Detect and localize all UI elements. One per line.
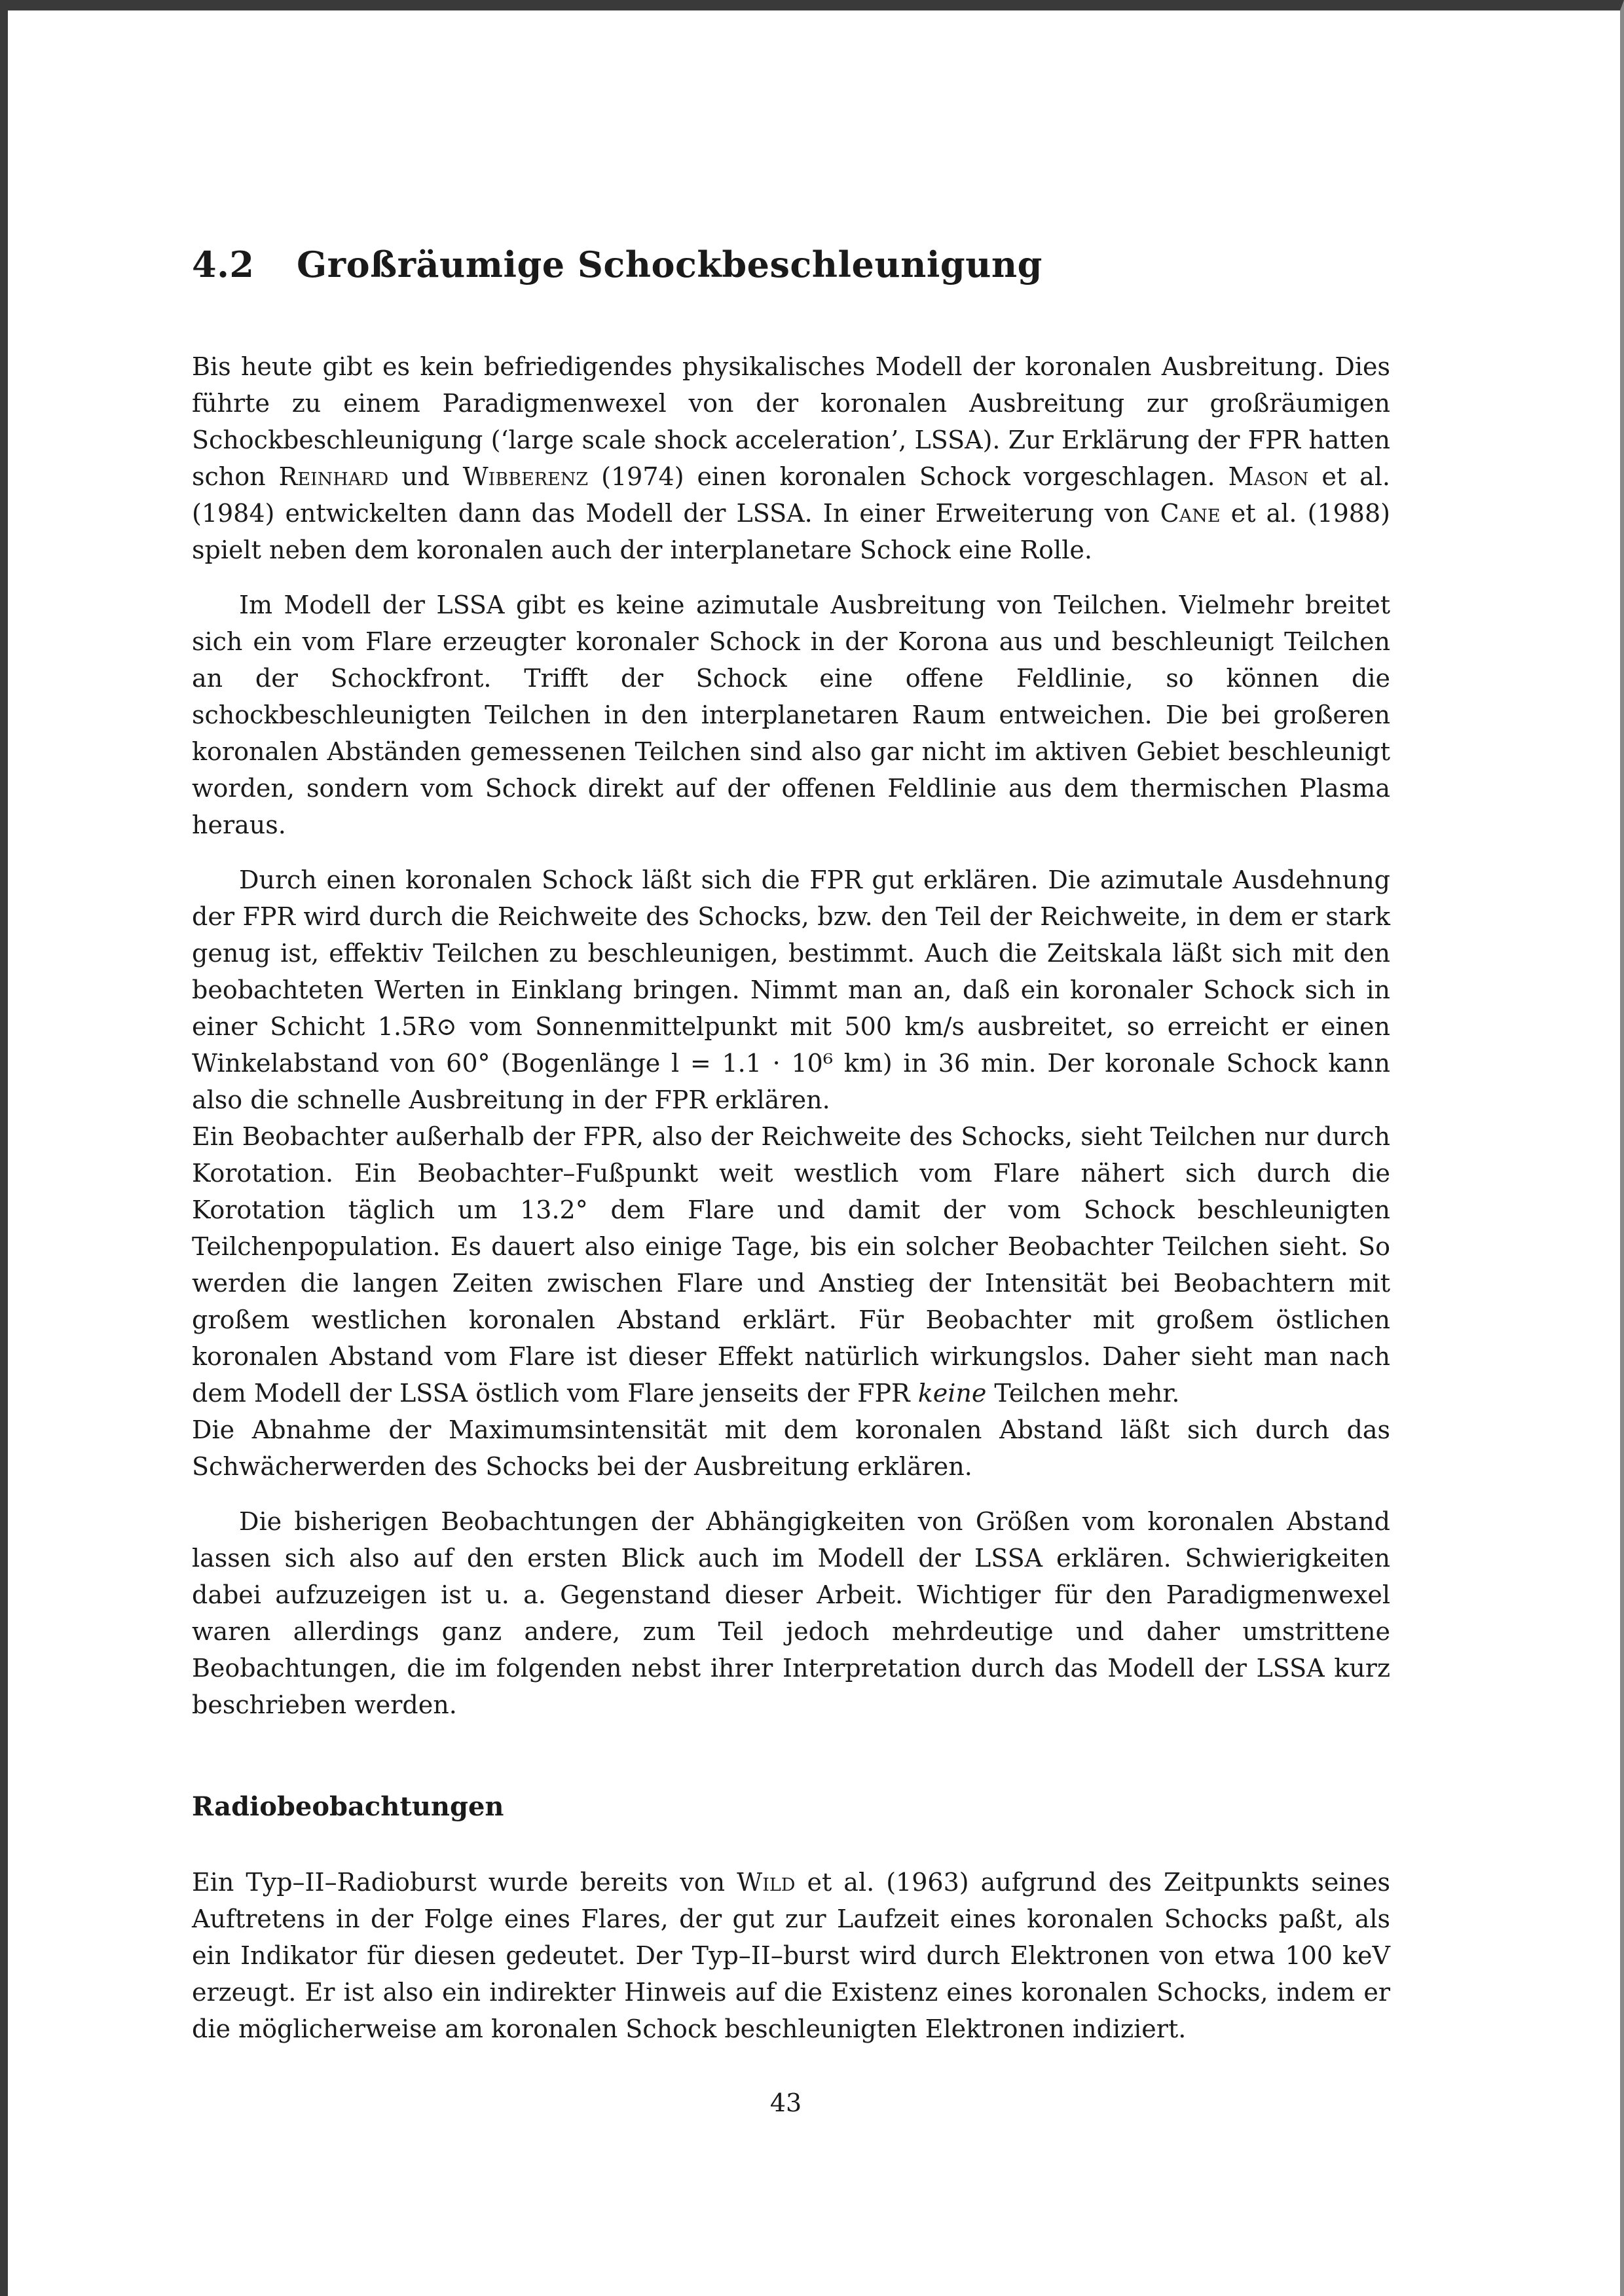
paragraph-text: Bis heute gibt es kein befriedigendes physikalisches Modell der koronalen Ausbreitung. Dies führte zu einem Paradigmenwexel von der koronalen Ausbreitung zur großräumigen Schockbeschleunigung (‘large scale shock acceleration’, LSSA). Zur Erklärung der FPR hatten schon — [192, 352, 1390, 491]
author-name: Reinhard — [278, 462, 389, 491]
paragraph-text: et al. (1963) aufgrund des Zeitpunkts seines Auftretens in der Folge eines Flares, der gut zur Laufzeit eines koronalen Schocks paßt, als ein Indikator für diesen gedeutet. Der Typ–II–burst wird durch Elektronen von etwa 100 keV erzeugt. Er ist also ein indirekter Hinweis auf die Existenz eines koronalen Schocks, indem er die möglicherweise am koronalen Schock beschleunigten Elektronen indiziert. — [192, 1868, 1390, 2043]
paragraph-1 — [192, 348, 1390, 568]
section-heading — [192, 244, 1390, 285]
subsection-paragraph-1 — [192, 1864, 1390, 2047]
document-page — [192, 244, 1390, 2047]
paragraph-5: Die Abnahme der Maximumsintensität mit dem koronalen Abstand läßt sich durch das Schwächerwerden des Schocks bei der Ausbreitung erklären. — [192, 1415, 1390, 1481]
paragraph-text: et al. (1984) entwickelten dann das Modell der LSSA. In einer Erweiterung von — [192, 462, 1391, 528]
author-name: Wild — [737, 1868, 796, 1897]
section-number: 4.2 — [192, 244, 255, 285]
paragraph-3: Durch einen koronalen Schock läßt sich die FPR gut erklären. Die azimutale Ausdehnung der FPR wird durch die Reichweite des Schocks, bzw. den Teil der Reichweite, in dem er stark genug ist, effektiv Teilchen zu beschleunigen, bestimmt. Auch die Zeitskala läßt sich mit den beobachteten Werten in Einklang bringen. Nimmt man an, daß ein koronaler Schock sich in einer Schicht 1.5R⊙ vom Sonnenmittelpunkt mit 500 km/s ausbreitet, so erreicht er einen Winkelabstand von 60° (Bogenlänge l = 1.1 · 10⁶ km) in 36 min. Der koronale Schock kann also die schnelle Ausbreitung in der FPR erklären. — [192, 866, 1390, 1114]
emphasis-text: keine — [917, 1379, 987, 1408]
paragraph-text: Ein Beobachter außerhalb der FPR, also der Reichweite des Schocks, sieht Teilchen nur durch Korotation. Ein Beobachter–Fußpunkt weit westlich vom Flare nähert sich durch die Korotation täglich um 13.2° dem Flare und damit der vom Schock beschleunigten Teilchenpopulation. Es dauert also einige Tage, bis ein solcher Beobachter Teilchen sieht. So werden die langen Zeiten zwischen Flare und Anstieg der Intensität bei Beobachtern mit großem westlichen koronalen Abstand erklärt. Für Beobachter mit großem östlichen koronalen Abstand vom Flare ist dieser Effekt natürlich wirkungslos. Daher sieht man nach dem Modell der LSSA östlich vom Flare jenseits der FPR — [192, 1122, 1390, 1408]
paragraph-text: Teilchen mehr. — [986, 1379, 1180, 1408]
section-title: Großräumige Schockbeschleunigung — [297, 244, 1043, 285]
subsection-heading: Radiobeobachtungen — [192, 1791, 504, 1822]
paragraph-text: Ein Typ–II–Radioburst wurde bereits von — [192, 1868, 737, 1897]
page-number: 43 — [769, 2088, 802, 2117]
author-name: Mason — [1228, 462, 1309, 491]
paragraph-4 — [192, 1118, 1390, 1412]
paragraph-text: et al. (1988) spielt neben dem koronalen auch der interplanetare Schock eine Rolle. — [192, 499, 1390, 564]
author-name: Wibberenz — [462, 462, 589, 491]
paragraph-6: Die bisherigen Beobachtungen der Abhängigkeiten von Größen vom koronalen Abstand lassen sich also auf den ersten Blick auch im Modell der LSSA erklären. Schwierigkeiten dabei aufzuzeigen ist u. a. Gegenstand dieser Arbeit. Wichtiger für den Paradigmenwexel waren allerdings ganz andere, zum Teil jedoch mehrdeutige und daher umstrittene Beobachtungen, die im folgenden nebst ihrer Interpretation durch das Modell der LSSA kurz beschrieben werden. — [192, 1507, 1390, 1719]
paragraph-2: Im Modell der LSSA gibt es keine azimutale Ausbreitung von Teilchen. Vielmehr breitet sich ein vom Flare erzeugter koronaler Schock in der Korona aus und beschleunigt Teilchen an der Schockfront. Trifft der Schock eine offene Feldlinie, so können die schockbeschleunigten Teilchen in den interplanetaren Raum entweichen. Die bei großeren koronalen Abständen gemessenen Teilchen sind also gar nicht im aktiven Gebiet beschleunigt worden, sondern vom Schock direkt auf der offenen Feldlinie aus dem thermischen Plasma heraus. — [192, 591, 1390, 839]
paragraph-text: (1974) einen koronalen Schock vorgeschlagen. — [588, 462, 1228, 491]
author-name: Cane — [1160, 499, 1221, 528]
paragraph-text: und — [388, 462, 463, 491]
